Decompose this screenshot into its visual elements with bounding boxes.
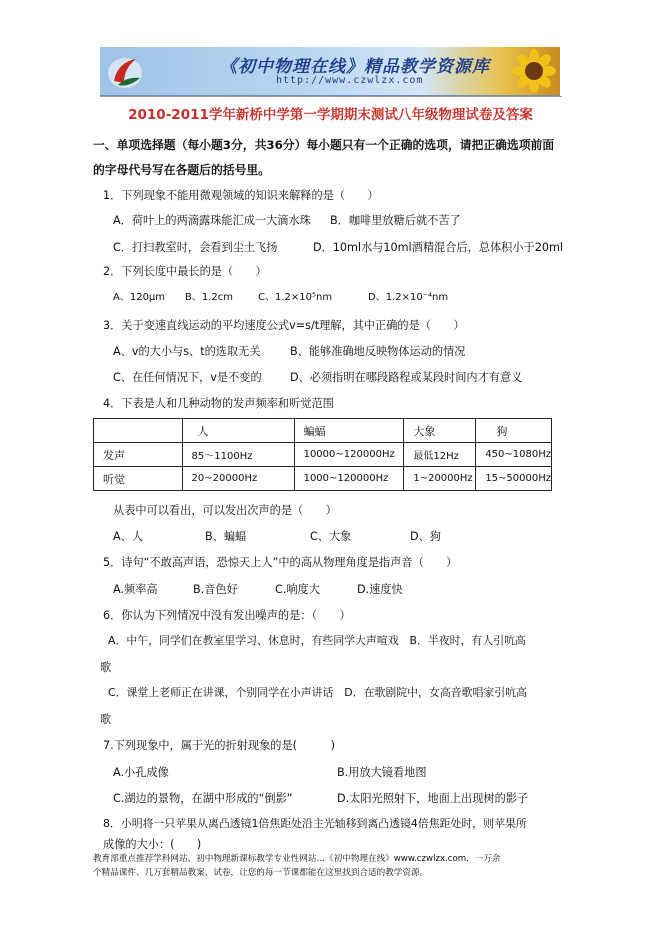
question-3-stem: 3．关于变速直线运动的平均速度公式v=s/t理解，其中正确的是（ ）: [103, 319, 465, 332]
table-row: [94, 443, 552, 467]
exam-title: 2010-2011学年新桥中学第一学期期末测试八年级物理试卷及答案: [128, 107, 533, 123]
question-5-option-b: B.音色好: [193, 583, 238, 596]
question-2-option-d: D、1.2×10⁻⁴nm: [368, 292, 449, 303]
question-2-option-b: B、1.2cm: [185, 292, 234, 303]
question-1-stem: 1．下列现象不能用微观领域的知识来解释的是（ ）: [103, 189, 379, 202]
table-header-cell: 大象: [404, 419, 476, 443]
table-cell: 450~1080Hz: [476, 443, 552, 467]
question-2-option-c: C、1.2×10⁵nm: [258, 292, 333, 303]
table-row: [94, 467, 552, 491]
question-7-stem: 7.下列现象中，属于光的折射现象的是( ): [103, 739, 335, 752]
question-6-options-cd-cont: 歌: [100, 713, 112, 726]
question-3-option-c: C、在任何情况下，v是不变的: [113, 371, 262, 384]
header-banner: [100, 47, 560, 96]
site-logo-icon: [106, 51, 144, 91]
table-header-cell: [94, 419, 183, 443]
table-header-row: [94, 419, 552, 443]
table-cell: 15~50000Hz: [476, 467, 552, 491]
question-1-option-b: B．咖啡里放糖后就不苦了: [330, 214, 461, 227]
table-header-cell: 狗: [476, 419, 552, 443]
question-6-options-ab-cont: 歌: [100, 661, 112, 674]
table-cell: 1~20000Hz: [404, 467, 476, 491]
question-4-stem: 4．下表是人和几种动物的发声频率和听觉范围: [103, 397, 334, 410]
question-5-option-c: C.响度大: [275, 583, 320, 596]
question-3-option-a: A、v的大小与s、t的选取无关: [113, 345, 261, 358]
question-2-stem: 2．下列长度中最长的是（ ）: [103, 265, 267, 278]
question-7-option-d: D.太阳光照射下，地面上出现树的影子: [337, 792, 529, 805]
question-1-option-a: A．荷叶上的两滴露珠能汇成一大滴水珠: [113, 214, 311, 227]
table-cell: 发声: [94, 443, 183, 467]
question-6-options-cd: C．课堂上老师正在讲课，个别同学在小声讲话 D．在歌剧院中，女高音歌唱家引吭高: [108, 686, 527, 699]
question-4-option-c: C、大象: [310, 530, 352, 543]
frequency-table: [93, 418, 552, 491]
question-2-option-a: A、120μm: [113, 292, 166, 303]
table-cell: 1000~120000Hz: [294, 467, 404, 491]
question-5-option-d: D.速度快: [357, 583, 403, 596]
question-7-option-c: C.湖边的景物，在湖中形成的“倒影”: [113, 792, 293, 805]
footer-line-1: 教育部重点推荐学科网站、初中物理新课标教学专业性网站…《初中物理在线》www.czwlzx.com．一万余: [93, 854, 501, 864]
question-5-stem: 5．诗句“不敢高声语，恐惊天上人”中的高从物理角度是指声音（ ）: [103, 556, 458, 569]
question-4-follow: 从表中可以看出，可以发出次声的是（ ）: [113, 504, 337, 517]
sunflower-icon: [512, 49, 556, 93]
table-header-cell: 蝙蝠: [294, 419, 404, 443]
question-1-option-c: C．打扫教室时，会看到尘土飞扬: [113, 241, 278, 254]
question-3-option-d: D、必须指明在哪段路程或某段时间内才有意义: [290, 371, 523, 384]
table-cell: 最低12Hz: [404, 443, 476, 467]
question-6-stem: 6．你认为下列情况中没有发出噪声的是：（ ）: [103, 609, 351, 622]
question-7-option-b: B.用放大镜看地图: [337, 766, 427, 779]
question-8-stem: 8．小明将一只苹果从离凸透镜1倍焦距处沿主光轴移到离凸透镜4倍焦距处时，则苹果所: [103, 817, 527, 830]
question-4-option-d: D、狗: [410, 530, 441, 543]
table-cell: 10000~120000Hz: [294, 443, 404, 467]
section-header: 一、单项选择题（每小题3分，共36分）每小题只有一个正确的选项，请把正确选项前面: [93, 138, 555, 152]
banner-site-title: 《初中物理在线》精品教学资源库: [220, 57, 490, 77]
question-7-option-a: A.小孔成像: [113, 766, 169, 779]
footer-line-2: 个精品课件、几万套精品教案、试卷，让您的每一节课都能在这里找到合适的教学资源。: [93, 868, 429, 878]
section-header-cont: 的字母代号写在各题后的括号里。: [93, 163, 270, 177]
table-header-cell: 人: [182, 419, 294, 443]
question-3-option-b: B、能够准确地反映物体运动的情况: [290, 345, 466, 358]
table-cell: 85～1100Hz: [182, 443, 294, 467]
question-6-options-ab: A．中午，同学们在教室里学习、休息时，有些同学大声喧戏 B．半夜时，有人引吭高: [108, 634, 526, 647]
question-4-option-a: A、人: [113, 530, 144, 543]
banner-site-url[interactable]: http://www.czwlzx.com: [276, 75, 424, 86]
table-cell: 听觉: [94, 467, 183, 491]
header-divider: [100, 96, 562, 97]
question-4-option-b: B、蝙蝠: [205, 530, 247, 543]
question-8-stem-cont: 成像的大小：( ): [103, 838, 202, 851]
question-1-option-d: D．10ml水与10ml酒精混合后，总体积小于20ml: [313, 241, 563, 254]
page-footer: [93, 852, 573, 880]
question-5-option-a: A.频率高: [113, 583, 158, 596]
table-cell: 20~20000Hz: [182, 467, 294, 491]
